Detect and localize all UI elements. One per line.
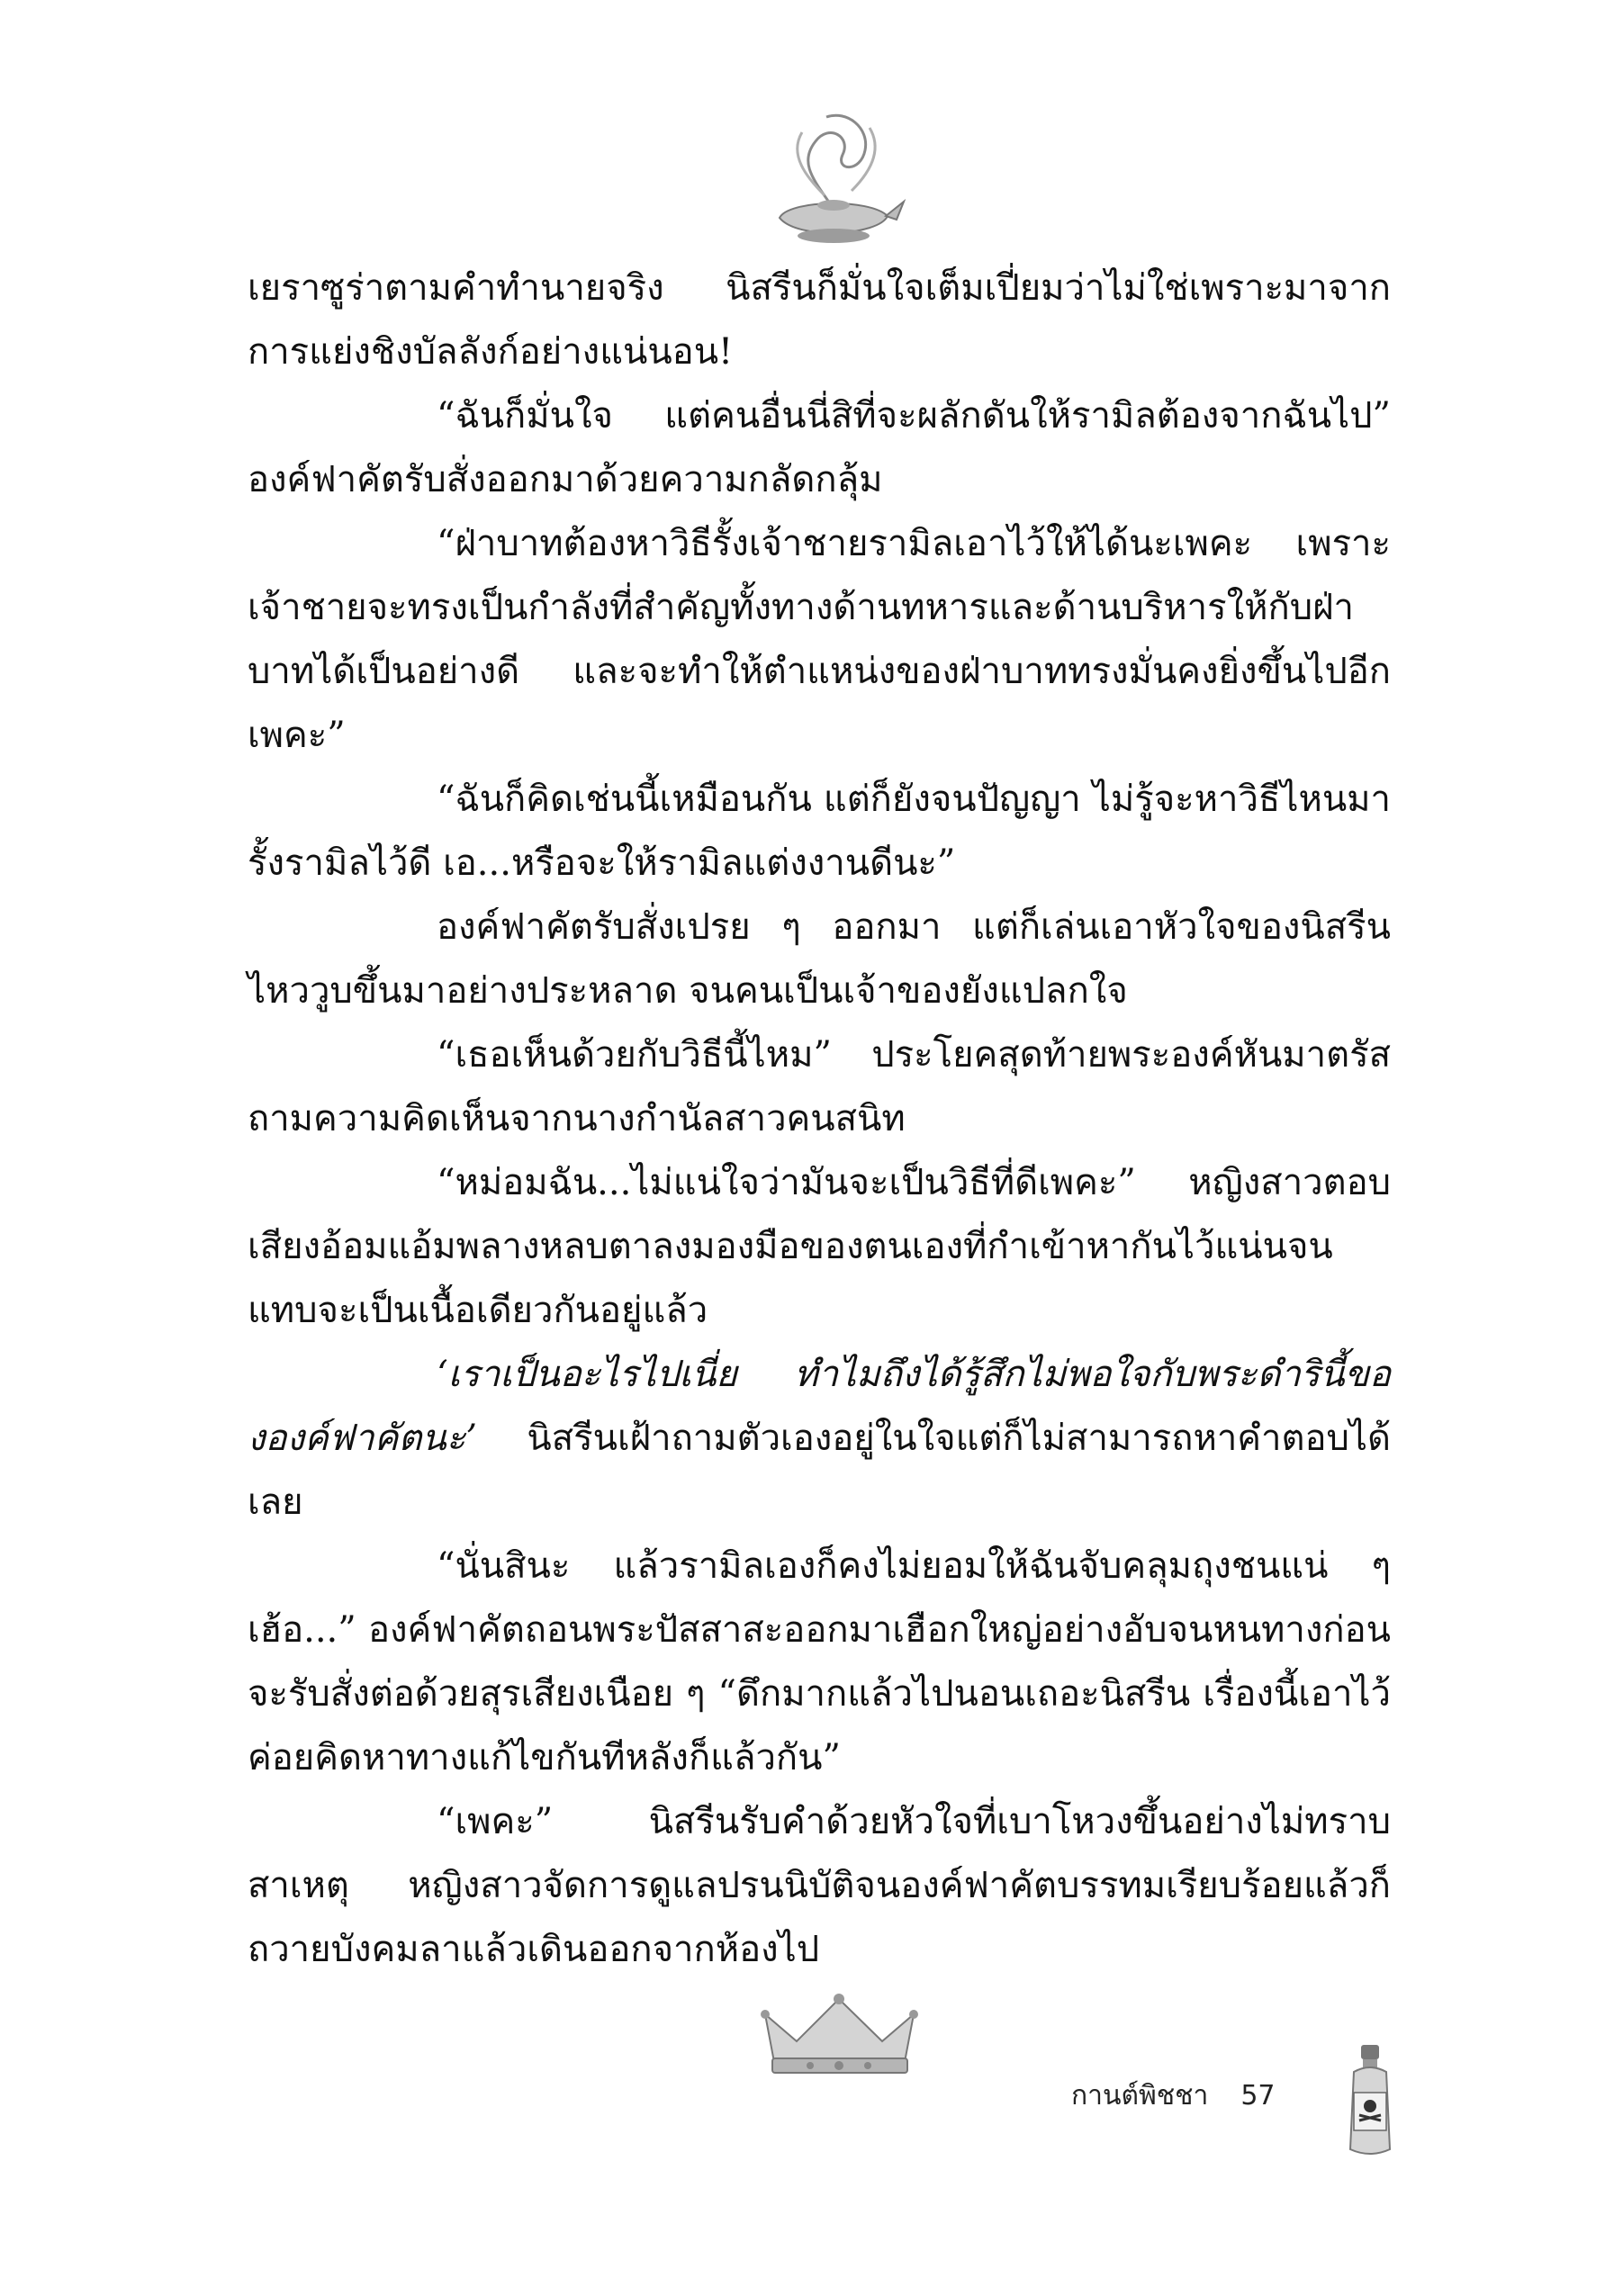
paragraph-text: เยราซูร่าตามคำทำนายจริง นิสรีนก็มั่นใจเต็มเปี่ยมว่าไม่ใช่เพราะมาจากการแย่งชิงบัลลังก์อย่างแน่นอน! xyxy=(248,267,1391,373)
paragraph xyxy=(248,512,1391,768)
paragraph xyxy=(248,1023,1391,1151)
paragraph xyxy=(248,768,1391,896)
italic-thought-text: ‘เราเป็นอะไรไปเนี่ย ทำไมถึงได้รู้สึกไม่พอใจกับพระดำรินี้ขององค์ฟาคัตนะ’ xyxy=(248,1354,1391,1459)
crown-icon xyxy=(756,1992,923,2077)
page-footer xyxy=(1071,2075,1276,2117)
author-name: กานต์พิชชา xyxy=(1071,2080,1209,2111)
paragraph xyxy=(248,896,1391,1023)
page-number: 57 xyxy=(1240,2080,1276,2111)
paragraph-text: องค์ฟาคัตรับสั่งเปรย ๆ ออกมา แต่ก็เล่นเอาหัวใจของนิสรีนไหววูบขึ้นมาอย่างประหลาด จนคนเป็นเจ้าของยังแปลกใจ xyxy=(248,906,1391,1012)
paragraph-text: “ฉันก็คิดเช่นนี้เหมือนกัน แต่ก็ยังจนปัญญา ไม่รู้จะหาวิธีไหนมารั้งรามิลไว้ดี เอ...หรือจะให้รามิลแต่งงานดีนะ” xyxy=(248,779,1391,884)
paragraph xyxy=(248,1151,1391,1343)
genie-lamp-icon xyxy=(762,101,906,254)
paragraph xyxy=(248,384,1391,512)
paragraph-text: “เพคะ” นิสรีนรับคำด้วยหัวใจที่เบาโหวงขึ้นอย่างไม่ทราบสาเหตุ หญิงสาวจัดการดูแลปรนนิบัติจนองค์ฟาคัตบรรทมเรียบร้อยแล้วก็ถวายบังคมลาแล้วเดินออกจากห้องไป xyxy=(248,1801,1391,1970)
paragraph-text: นิสรีนเฝ้าถามตัวเองอยู่ในใจแต่ก็ไม่สามารถหาคำตอบได้เลย xyxy=(248,1418,1391,1523)
paragraph-text: “ฉันก็มั่นใจ แต่คนอื่นนี่สิที่จะผลักดันให้รามิลต้องจากฉันไป” องค์ฟาคัตรับสั่งออกมาด้วยความกลัดกลุ้ม xyxy=(248,395,1391,500)
body-text xyxy=(248,257,1391,1982)
poison-bottle-icon xyxy=(1341,2043,1399,2160)
paragraph-text: “ฝ่าบาทต้องหาวิธีรั้งเจ้าชายรามิลเอาไว้ให้ได้นะเพคะ เพราะเจ้าชายจะทรงเป็นกำลังที่สำคัญทั้งทางด้านทหารและด้านบริหารให้กับฝ่าบาทได้เป็นอย่างดี และจะทำให้ตำแหน่งของฝ่าบาททรงมั่นคงยิ่งขึ้นไปอีกเพคะ” xyxy=(248,523,1391,756)
paragraph-text: “เธอเห็นด้วยกับวิธีนี้ไหม” ประโยคสุดท้ายพระองค์หันมาตรัสถามความคิดเห็นจากนางกำนัลสาวคนสนิท xyxy=(248,1034,1391,1139)
paragraph-text: “หม่อมฉัน...ไม่แน่ใจว่ามันจะเป็นวิธีที่ดีเพคะ” หญิงสาวตอบเสียงอ้อมแอ้มพลางหลบตาลงมองมือของตนเองที่กำเข้าหากันไว้แน่นจนแทบจะเป็นเนื้อเดียวกันอยู่แล้ว xyxy=(248,1162,1391,1331)
paragraph xyxy=(248,1790,1391,1982)
paragraph xyxy=(248,1343,1391,1535)
paragraph xyxy=(248,257,1391,384)
paragraph xyxy=(248,1535,1391,1790)
paragraph-text: “นั่นสินะ แล้วรามิลเองก็คงไม่ยอมให้ฉันจับคลุมถุงชนแน่ ๆ เฮ้อ...” องค์ฟาคัตถอนพระปัสสาสะออกมาเฮือกใหญ่อย่างอับจนหนทางก่อนจะรับสั่งต่อด้วยสุรเสียงเนือย ๆ “ดึกมากแล้วไปนอนเถอะนิสรีน เรื่องนี้เอาไว้ค่อยคิดหาทางแก้ไขกันทีหลังก็แล้วกัน” xyxy=(248,1545,1391,1778)
